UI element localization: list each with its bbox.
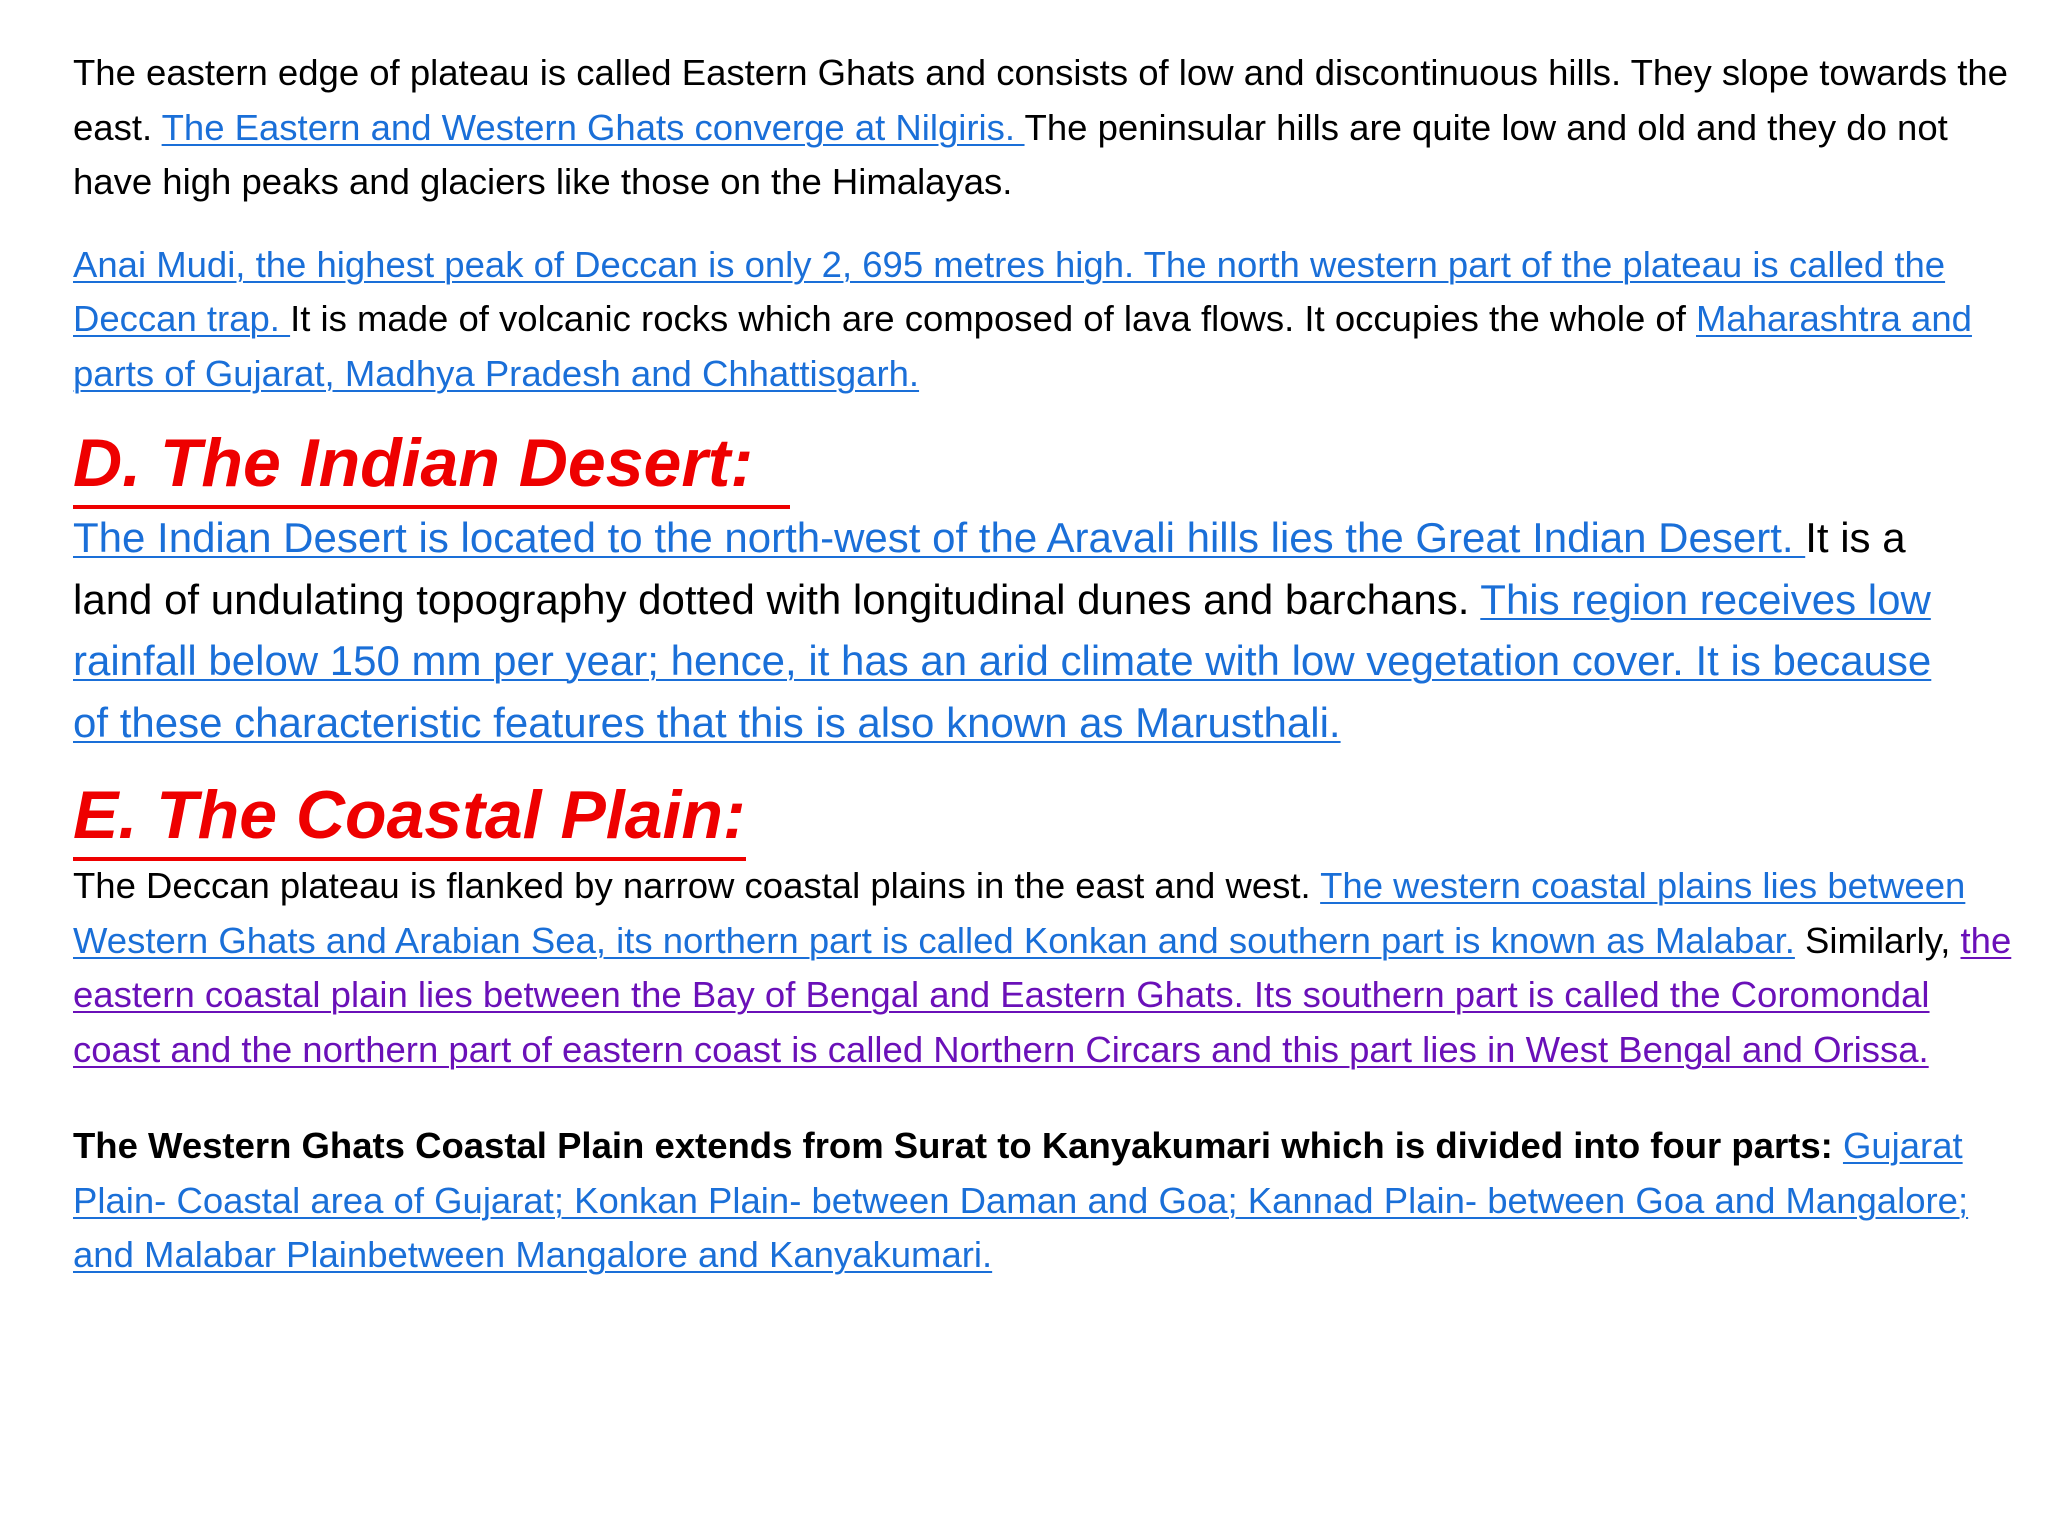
- paragraph-coastal-plain: [73, 859, 2013, 1077]
- link-maharashtra[interactable]: Maharashtra and parts of Gujarat, Madhya Pradesh and Chhattisgarh.: [73, 298, 1972, 394]
- heading-coastal-wrapper: [73, 773, 2013, 859]
- heading-coastal-plain: E. The Coastal Plain:: [73, 773, 746, 861]
- link-low-rainfall[interactable]: This region receives low rainfall below 150 mm per year; hence, it has an arid climate with low vegetation cover. It is because of these characteristic features that this is also known as Marusthali.: [73, 575, 1932, 746]
- paragraph-eastern-ghats: [73, 46, 2013, 210]
- paragraph-western-ghats-coastal: [73, 1119, 2013, 1283]
- slide-content: [73, 46, 2013, 1283]
- paragraph-anai-mudi: [73, 238, 2013, 402]
- undulating-topography-text: It is a land of undulating topography dotted with longitudinal dunes and barchans.: [73, 514, 1906, 623]
- deccan-flanked-text: The Deccan plateau is flanked by narrow coastal plains in the east and west.: [73, 865, 1321, 906]
- paragraph-indian-desert: [73, 507, 1953, 753]
- link-ghats-converge[interactable]: The Eastern and Western Ghats converge at Nilgiris.: [161, 106, 1025, 148]
- link-western-coastal-plains[interactable]: The western coastal plains lies between Western Ghats and Arabian Sea, its northern part is called Konkan and southern part is known as Malabar.: [73, 865, 1966, 961]
- spacer-text: [1833, 1125, 1843, 1166]
- heading-indian-desert: D. The Indian Desert:: [73, 421, 790, 509]
- similarly-text: Similarly,: [1794, 919, 1961, 961]
- link-anai-mudi[interactable]: Anai Mudi, the highest peak of Deccan is only 2, 695 metres high. The north western part of the plateau is called the Deccan trap.: [73, 243, 1946, 339]
- link-indian-desert-location[interactable]: The Indian Desert is located to the north-west of the Aravali hills lies the Great Indian Desert.: [73, 514, 1806, 561]
- link-eastern-coastal-plain[interactable]: the eastern coastal plain lies between the Bay of Bengal and Eastern Ghats. Its southern part is called the Coromondal coast and the northern part of eastern coast is called Northern Circars and this part lies in West Bengal and Orissa.: [73, 919, 2012, 1070]
- volcanic-rocks-text: It is made of volcanic rocks which are composed of lava flows. It occupies the whole of: [290, 298, 1696, 339]
- peninsular-hills-text: The peninsular hills are quite low and old and they do not have high peaks and glaciers like those on the Himalayas.: [73, 106, 1948, 202]
- eastern-ghats-text: The eastern edge of plateau is called Eastern Ghats and consists of low and discontinuous hills. They slope towards the east.: [73, 52, 2008, 148]
- heading-desert-wrapper: [73, 421, 2013, 507]
- western-ghats-bold-text: The Western Ghats Coastal Plain extends from Surat to Kanyakumari which is divided into four parts:: [73, 1125, 1833, 1166]
- link-four-parts[interactable]: Gujarat Plain- Coastal area of Gujarat; Konkan Plain- between Daman and Goa; Kannad Plain- between Goa and Mangalore; and Malabar Plainbetween Mangalore and Kanyakumari.: [73, 1125, 1969, 1275]
